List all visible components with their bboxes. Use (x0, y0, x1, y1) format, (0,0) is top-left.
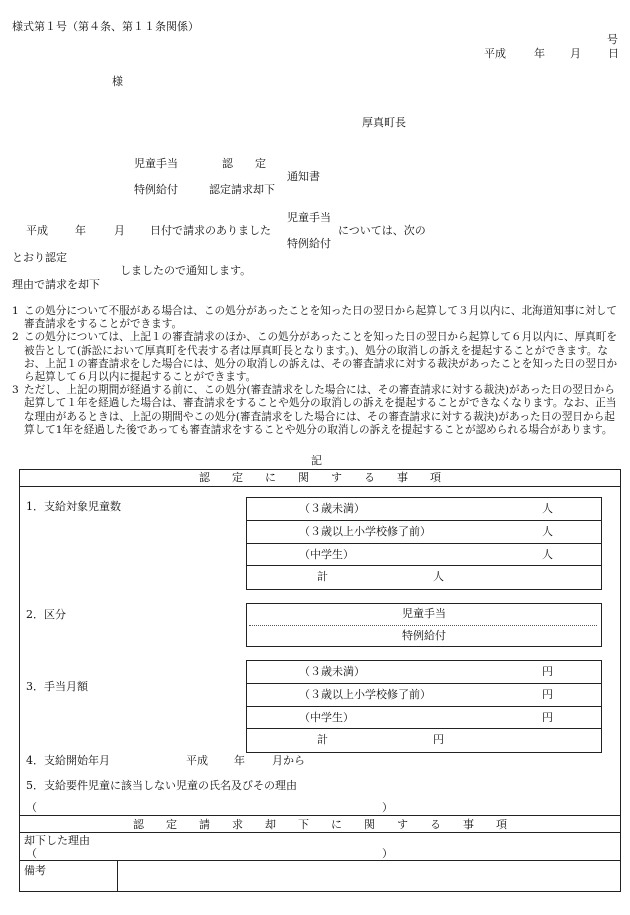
rejection-section-heading: 認 定 請 求 却 下 に 関 す る 事 項 (133, 818, 507, 831)
category-box (246, 603, 602, 647)
item2-label: 2．区分 (26, 608, 66, 621)
item3-label: 3．手当月額 (26, 680, 88, 693)
doc-number: 号 (607, 33, 618, 46)
addressee-suffix: 様 (112, 75, 123, 88)
body-closing: しましたので通知します。 (120, 264, 252, 277)
approval-section-heading: 認 定 に 関 す る 事 項 (199, 471, 441, 484)
title-decision-reject: 認定請求却下 (209, 183, 275, 196)
item5-label: 5．支給要件児童に該当しない児童の氏名及びその理由 (26, 779, 297, 792)
issue-date-day: 日 (608, 47, 619, 60)
body-date-era: 平成 (26, 224, 48, 237)
monthly-amount-total-row: 計 円 (247, 728, 601, 751)
item5-open-paren: （ (26, 801, 37, 814)
note-3: 3 ただし、上記の期間が経過する前に、この処分(審査請求をした場合には、その審査請求に対する裁決)があった日の翌日から起算して１年を経過した場合は、審査請求をすることや処分の取消しの訴えを提起することができなくなります。なお、正当な理由があるときは、上記の期間やこの処分(審査請求をした場合には、その審査請求に対する裁決)があった日の翌日から起算して1年を経過した後であっても審査請求をすることや処分の取消しの訴えを提起することが認められる場合があります。 (12, 384, 617, 436)
body-approved: とおり認定 (12, 251, 67, 264)
issuer: 厚真町長 (362, 116, 406, 129)
child-count-row: （中学生） 人 (247, 543, 601, 566)
start-era: 平成 (186, 754, 208, 767)
child-count-row: （３歳以上小学校修了前） 人 (247, 520, 601, 543)
body-special-payment: 特例給付 (287, 237, 331, 250)
divider (19, 486, 621, 487)
body-reason-rejected: 理由で請求を却下 (12, 278, 100, 291)
form-number: 様式第１号（第４条、第１１条関係） (12, 20, 199, 33)
title-allowance-type: 児童手当 (134, 157, 178, 170)
body-request-text: 日付で請求のありました (150, 224, 271, 237)
remarks-label: 備考 (24, 864, 46, 877)
item5-close-paren: ） (382, 801, 393, 814)
body-date-month: 月 (114, 224, 125, 237)
category-option: 児童手当 (402, 607, 446, 620)
monthly-amount-row: （中学生） 円 (247, 706, 601, 729)
start-year: 年 (234, 754, 245, 767)
child-count-row: （３歳未満） 人 (299, 502, 553, 515)
issue-date-month: 月 (570, 47, 581, 60)
monthly-amount-row: （３歳未満） 円 (299, 665, 553, 678)
body-allowance-type: 児童手当 (287, 211, 331, 224)
category-option: 特例給付 (402, 629, 446, 642)
monthly-amount-table (246, 660, 602, 753)
divider (19, 860, 621, 861)
issue-date-era: 平成 (484, 47, 506, 60)
monthly-amount-row: （３歳以上小学校修了前） 円 (247, 683, 601, 706)
item4-label: 4．支給開始年月 (26, 754, 110, 767)
rejection-close-paren: ） (382, 847, 393, 860)
title-special-payment: 特例給付 (134, 183, 178, 196)
appeal-notes (12, 305, 624, 437)
ki-label: 記 (311, 454, 322, 467)
child-count-table (246, 497, 602, 590)
item1-label: 1．支給対象児童数 (26, 500, 121, 513)
title-notice: 通知書 (287, 170, 320, 183)
rejection-reason-label: 却下した理由 (24, 834, 90, 847)
start-month: 月から (272, 754, 305, 767)
body-suffix: については、次の (338, 224, 426, 237)
issue-date-year: 年 (534, 47, 545, 60)
divider (19, 815, 621, 816)
body-date-year: 年 (75, 224, 86, 237)
rejection-open-paren: （ (26, 847, 37, 860)
note-2: 2 この処分については、上記１の審査請求のほか、この処分があったことを知った日の翌日から起算して６月以内に、厚真町を被告として(訴訟において厚真町を代表する者は厚真町長となります。)、処分の取消しの訴えを提起することができます。なお、上記１の審査請求をした場合には、処分の取消しの訴えは、その審査請求に対する裁決があったことを知った日の翌日から起算して６月以内に提起することができます。 (12, 331, 618, 384)
note-1: 1 この処分について不服がある場合は、この処分があったことを知った日の翌日から起算して３月以内に、北海道知事に対して審査請求をすることができます。 (12, 305, 617, 331)
title-decision-approve: 認 定 (222, 157, 266, 170)
dotted-divider (249, 625, 597, 626)
remarks-divider (117, 860, 118, 891)
divider (19, 832, 621, 833)
child-count-total-row: 計 人 (247, 565, 601, 588)
